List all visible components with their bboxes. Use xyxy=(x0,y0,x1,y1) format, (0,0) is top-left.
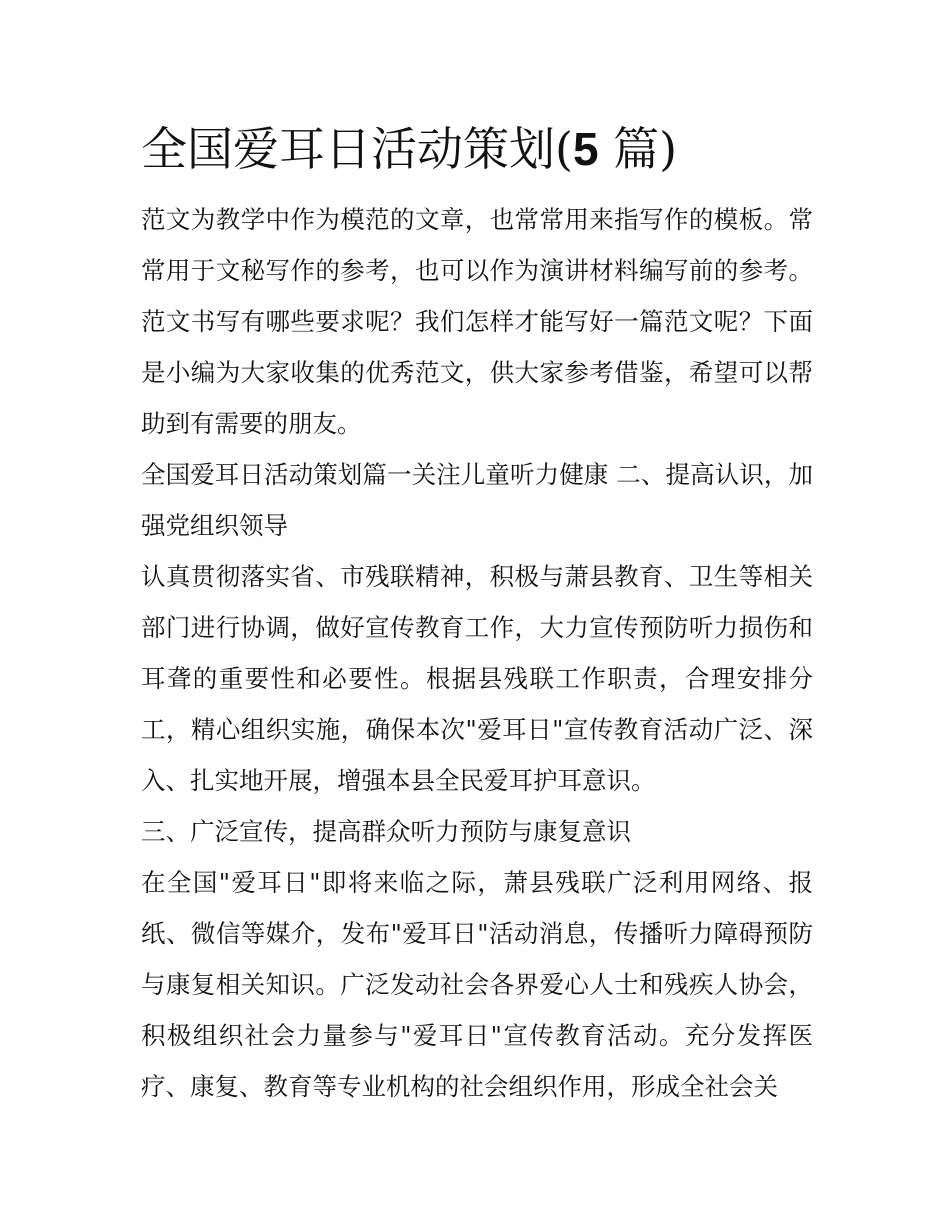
body-paragraph: 在全国"爱耳日"即将来临之际，萧县残联广泛利用网络、报纸、微信等媒介，发布"爱耳日"活动消息，传播听力障碍预防与康复相关知识。广泛发动社会各界爱心人士和残疾人协会，积极组织社会力量参与"爱耳日"宣传教育活动。充分发挥医疗、康复、教育等专业机构的社会组织作用，形成全社会关 xyxy=(141,868,813,1101)
intro-paragraph: 范文为教学中作为模范的文章，也常常用来指写作的模板。常常用于文秘写作的参考，也可以作为演讲材料编写前的参考。范文书写有哪些要求呢？我们怎样才能写好一篇范文呢？下面是小编为大家收集的优秀范文，供大家参考借鉴，希望可以帮助到有需要的朋友。 xyxy=(141,205,813,438)
section-heading-three: 三、广泛宣传，提高群众听力预防与康复意识 xyxy=(141,817,631,846)
section-heading-one: 全国爱耳日活动策划篇一关注儿童听力健康 二、提高认识，加强党组织领导 xyxy=(141,460,813,540)
body-paragraph: 认真贯彻落实省、市残联精神，积极与萧县教育、卫生等相关部门进行协调，做好宣传教育工作，大力宣传预防听力损伤和耳聋的重要性和必要性。根据县残联工作职责，合理安排分工，精心组织实施，确保本次"爱耳日"宣传教育活动广泛、深入、扎实地开展，增强本县全民爱耳护耳意识。 xyxy=(141,562,813,795)
title-number: 5 xyxy=(572,123,599,175)
document-body xyxy=(141,118,813,1112)
document-title xyxy=(141,118,813,180)
title-tail: 篇) xyxy=(598,122,678,176)
title-main: 全国爱耳日活动策划( xyxy=(141,122,573,176)
